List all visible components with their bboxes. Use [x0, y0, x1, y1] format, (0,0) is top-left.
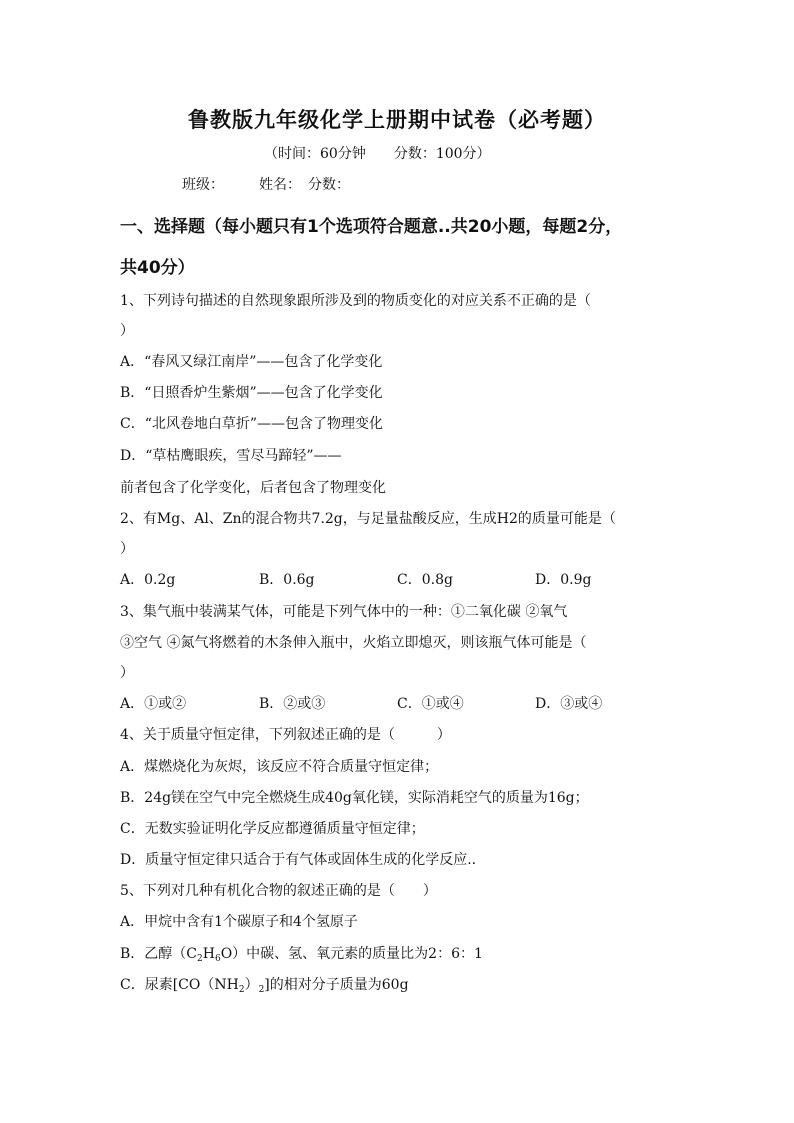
student-info-fields: 班级： 姓名： 分数：: [182, 177, 350, 193]
question-3-stem-end: ）: [120, 665, 134, 681]
question-4-option-b: B．24g镁在空气中完全燃烧生成40g氧化镁，实际消耗空气的质量为16g；: [120, 790, 589, 806]
exam-time-score: （时间：60分钟 分数：100分）: [264, 146, 491, 162]
question-3-option-d: D．③或④: [535, 696, 603, 712]
question-1-option-b: B．“日照香炉生紫烟”——包含了化学变化: [120, 385, 383, 401]
question-2-option-b: B．0.6g: [259, 572, 315, 588]
question-4-option-d: D．质量守恒定律只适合于有气体或固体生成的化学反应..: [120, 852, 477, 868]
question-2-stem: 2、有Mg、Al、Zn的混合物共7.2g，与足量盐酸反应，生成H2的质量可能是（: [120, 511, 616, 527]
question-3-option-b: B．②或③: [259, 696, 326, 712]
question-3-stem-line2: ③空气 ④氮气将燃着的木条伸入瓶中，火焰立即熄灭，则该瓶气体可能是（: [120, 635, 587, 651]
question-1-stem-end: ）: [120, 323, 134, 339]
section-heading-line1: 一、选择题（每小题只有1个选项符合题意..共20小题，每题2分，: [120, 217, 623, 237]
question-2-option-d: D．0.9g: [535, 572, 592, 588]
question-4-option-a: A．煤燃烧化为灰烬，该反应不符合质量守恒定律；: [120, 759, 439, 775]
section-heading-line2: 共40分）: [120, 258, 195, 278]
question-4-stem: 4、关于质量守恒定律，下列叙述正确的是（ ）: [120, 727, 451, 743]
exam-title: 鲁教版九年级化学上册期中试卷（必考题）: [188, 108, 606, 132]
question-1-option-d: D．“草枯鹰眼疾，雪尽马蹄轻”——: [120, 448, 342, 464]
question-2-option-a: A．0.2g: [120, 572, 176, 588]
question-5-option-b: B．乙醇$(C_2H_6O)$中碳、氢、氧元素的质量比为2：6：1: [120, 946, 483, 964]
question-1-option-c: C．“北风卷地白草折”——包含了物理变化: [120, 416, 384, 432]
question-2-option-c: C．0.8g: [397, 572, 453, 588]
question-3-stem: 3、集气瓶中装满某气体，可能是下列气体中的一种：①二氧化碳 ②氧气: [120, 604, 568, 620]
question-4-option-c: C．无数实验证明化学反应都遵循质量守恒定律；: [120, 821, 425, 837]
question-1-option-d-continued: 前者包含了化学变化，后者包含了物理变化: [120, 480, 386, 496]
question-5-option-c: C．尿素$[CO(NH_2)_2]$的相对分子质量为60g: [120, 977, 409, 995]
question-1-option-a: A．“春风又绿江南岸”——包含了化学变化: [120, 354, 383, 370]
question-3-option-a: A．①或②: [120, 696, 187, 712]
question-2-stem-end: ）: [120, 541, 134, 557]
question-5-stem: 5、下列对几种有机化合物的叙述正确的是（ ）: [120, 883, 437, 899]
question-1-stem: 1、下列诗句描述的自然现象跟所涉及到的物质变化的对应关系不正确的是（: [120, 293, 591, 309]
question-5-option-a: A．甲烷中含有1个碳原子和4个氢原子: [120, 914, 358, 930]
question-3-option-c: C．①或④: [397, 696, 464, 712]
